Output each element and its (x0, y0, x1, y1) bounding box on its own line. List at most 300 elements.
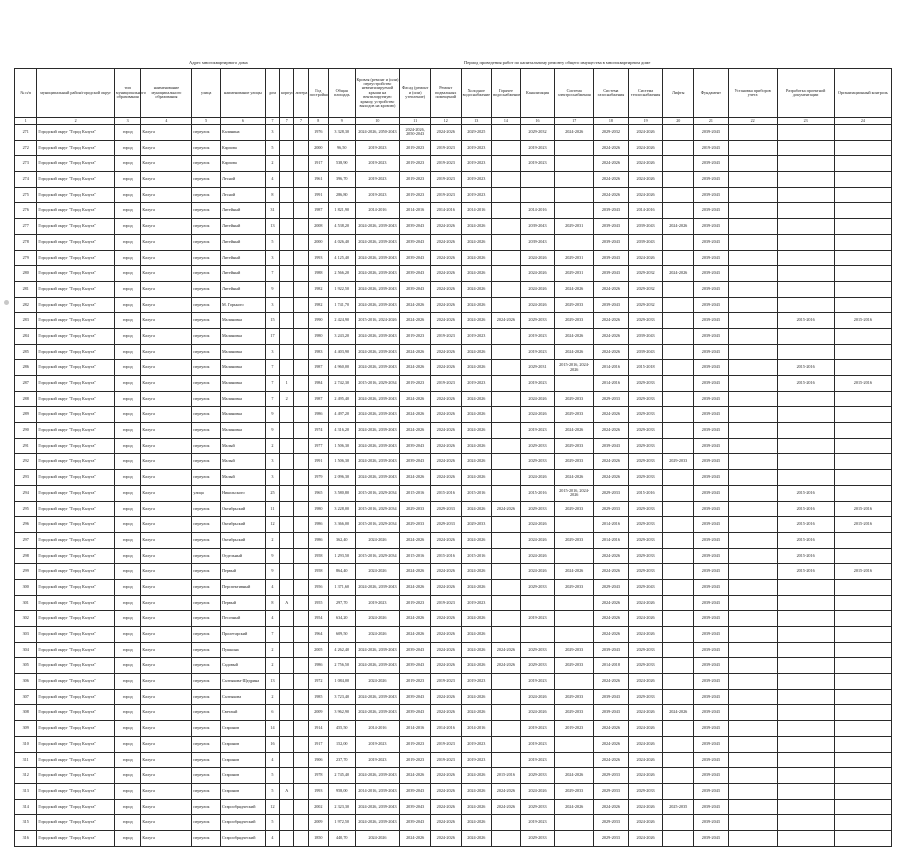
table-cell: Калуга (141, 376, 192, 392)
table-cell: 4 (265, 752, 279, 768)
table-cell: 290 (15, 423, 37, 439)
table-cell: 2024-2026 (400, 423, 431, 439)
table-cell (294, 156, 308, 172)
table-cell: 2024-2026 (400, 768, 431, 784)
table-cell: переулок (192, 721, 221, 737)
table-cell: 2024-2026, 2039-2043 (355, 799, 400, 815)
table-cell: Калуга (141, 219, 192, 235)
table-cell: 4 (265, 830, 279, 846)
table-cell: переулок (192, 187, 221, 203)
table-cell: Городской округ "Город Калуга" (37, 658, 115, 674)
table-cell: переулок (192, 783, 221, 799)
table-cell: город (114, 721, 141, 737)
table-cell (294, 438, 308, 454)
table-cell: город (114, 266, 141, 282)
table-cell: 4 960,00 (329, 360, 356, 376)
table-cell: 1986 (308, 517, 328, 533)
table-row (15, 815, 892, 831)
table-cell (492, 172, 521, 188)
table-cell: 2024-2026 (594, 564, 629, 580)
table-cell (834, 140, 891, 156)
table-cell (280, 250, 294, 266)
table-cell: город (114, 376, 141, 392)
table-cell: Городской округ "Город Калуга" (37, 799, 115, 815)
table-cell: 2024-2026 (430, 799, 461, 815)
table-cell (728, 203, 777, 219)
table-cell (280, 627, 294, 643)
table-cell: 2024-2026, 2039-2043 (355, 438, 400, 454)
table-cell: 2024-2026 (461, 438, 492, 454)
table-cell (728, 250, 777, 266)
table-cell: 271 (15, 125, 37, 141)
table-cell: 396,70 (329, 172, 356, 188)
table-cell: переулок (192, 705, 221, 721)
table-cell (834, 799, 891, 815)
table-cell: 2024-2026 (520, 297, 555, 313)
table-cell (492, 156, 521, 172)
table-cell (777, 250, 834, 266)
table-cell: переулок (192, 752, 221, 768)
table-cell: 2029-2033 (520, 642, 555, 658)
table-cell: 2029-2033 (555, 391, 594, 407)
table-cell: 2015-2016, 2029-2034 (355, 548, 400, 564)
table-cell (728, 391, 777, 407)
table-cell: 2029-2033 (520, 799, 555, 815)
table-cell (492, 203, 521, 219)
table-cell: Городской округ "Город Калуга" (37, 219, 115, 235)
table-cell (663, 140, 694, 156)
table-cell: 2029-2043 (594, 579, 629, 595)
table-cell (280, 736, 294, 752)
table-cell: 2029-2033 (594, 815, 629, 831)
table-cell: Калуга (141, 815, 192, 831)
table-cell: 3 962,90 (329, 705, 356, 721)
table-cell: переулок (192, 768, 221, 784)
table-cell (834, 328, 891, 344)
table-cell: 1956 (308, 579, 328, 595)
table-cell: 2024-2026 (430, 689, 461, 705)
table-cell: 295 (15, 501, 37, 517)
table-cell: 2024-2026 (594, 156, 629, 172)
column-number: 18 (594, 118, 629, 125)
table-cell: 2019-2023 (400, 328, 431, 344)
table-cell: Старинов (220, 768, 265, 784)
table-cell: 2024-2026 (628, 736, 663, 752)
column-header: Канализация (520, 69, 555, 118)
table-cell: 2024-2026 (628, 172, 663, 188)
table-cell (777, 815, 834, 831)
table-cell: 2005 (308, 642, 328, 658)
table-cell: 1964 (308, 627, 328, 643)
table-cell: 2039-2043 (400, 642, 431, 658)
table-cell: М. Горького (220, 297, 265, 313)
table-row (15, 564, 892, 580)
table-cell: 2024-2026 (594, 140, 629, 156)
table-cell: 1906 (308, 752, 328, 768)
table-cell (728, 815, 777, 831)
table-cell (294, 674, 308, 690)
table-cell: 2039-2043 (693, 313, 728, 329)
table-cell: 2039-2043 (693, 470, 728, 486)
table-cell: Городской округ "Город Калуга" (37, 423, 115, 439)
table-cell: 2019-2023 (520, 736, 555, 752)
table-cell: 2029-2043 (628, 579, 663, 595)
table-cell: Калуга (141, 517, 192, 533)
table-cell: 2024-2026, 2039-2043 (355, 328, 400, 344)
column-header: Разработка проектной документации (777, 69, 834, 118)
table-cell: 1 741,70 (329, 297, 356, 313)
table-cell (280, 454, 294, 470)
table-cell: 2024-2026 (400, 579, 431, 595)
table-cell: 2024-2026 (355, 532, 400, 548)
table-cell (280, 721, 294, 737)
table-cell (280, 297, 294, 313)
table-cell: 96,50 (329, 140, 356, 156)
table-cell (663, 172, 694, 188)
table-cell (492, 266, 521, 282)
table-cell (555, 140, 594, 156)
table-cell: 11 (265, 501, 279, 517)
table-row (15, 266, 892, 282)
table-cell: Калуга (141, 595, 192, 611)
table-cell: Городской округ "Город Калуга" (37, 328, 115, 344)
table-cell (728, 579, 777, 595)
table-cell: 309 (15, 721, 37, 737)
table-cell: Малиновка (220, 344, 265, 360)
table-cell (728, 564, 777, 580)
table-cell (834, 721, 891, 737)
table-cell: 2019-2023 (461, 140, 492, 156)
table-cell: Городской округ "Город Калуга" (37, 532, 115, 548)
column-number: 2 (37, 118, 115, 125)
table-cell (777, 783, 834, 799)
table-cell: Калуга (141, 689, 192, 705)
table-cell (663, 125, 694, 141)
table-cell: 2024-2026 (430, 281, 461, 297)
table-cell (492, 830, 521, 846)
table-cell: Городской округ "Город Калуга" (37, 438, 115, 454)
table-cell: 2024-2026 (461, 250, 492, 266)
table-row (15, 281, 892, 297)
table-cell (663, 642, 694, 658)
table-cell (294, 548, 308, 564)
table-cell (294, 815, 308, 831)
table-cell (663, 250, 694, 266)
table-cell (834, 642, 891, 658)
table-cell: 284 (15, 328, 37, 344)
table-cell: 5 (265, 783, 279, 799)
table-cell: Городской округ "Город Калуга" (37, 815, 115, 831)
table-cell: Садовый (220, 658, 265, 674)
table-cell (728, 768, 777, 784)
table-cell: 1982 (308, 297, 328, 313)
table-cell: 2019-2023 (520, 423, 555, 439)
table-row (15, 140, 892, 156)
table-cell (728, 689, 777, 705)
table-cell: Калуга (141, 438, 192, 454)
table-cell: 2024-2026 (594, 674, 629, 690)
table-body (15, 125, 892, 847)
table-cell: 2029-2032 (628, 266, 663, 282)
table-cell: Городской округ "Город Калуга" (37, 266, 115, 282)
table-cell: 16 (265, 736, 279, 752)
table-cell: 2024-2026 (663, 219, 694, 235)
table-cell: 2019-2023 (355, 187, 400, 203)
column-number: 23 (777, 118, 834, 125)
table-cell: 2029-2033 (555, 532, 594, 548)
table-cell: город (114, 736, 141, 752)
table-cell: 2029-2033 (628, 532, 663, 548)
table-cell: 273 (15, 156, 37, 172)
table-cell: 2039-2043 (693, 579, 728, 595)
table-cell: 294 (15, 485, 37, 501)
table-cell (834, 627, 891, 643)
table-cell: 2024-2026 (430, 344, 461, 360)
column-number: 14 (492, 118, 521, 125)
table-cell: 3 580,80 (329, 485, 356, 501)
table-cell (728, 234, 777, 250)
table-cell: город (114, 485, 141, 501)
table-cell (834, 674, 891, 690)
table-cell (294, 752, 308, 768)
table-cell (280, 830, 294, 846)
table-cell: 2024-2026 (430, 423, 461, 439)
table-cell (555, 815, 594, 831)
table-cell (294, 799, 308, 815)
table-cell: 2029-2033 (628, 564, 663, 580)
table-cell (492, 548, 521, 564)
table-cell (294, 250, 308, 266)
table-cell: город (114, 470, 141, 486)
table-cell (663, 532, 694, 548)
table-cell: 8 (265, 595, 279, 611)
table-cell: 2039-2043 (693, 219, 728, 235)
table-cell: город (114, 344, 141, 360)
table-cell: 2015-2016, 2024-2026 (555, 360, 594, 376)
table-cell: 2029-2033 (628, 470, 663, 486)
table-cell: 2014-2016 (430, 721, 461, 737)
column-header: Фундамент (693, 69, 728, 118)
table-cell (728, 485, 777, 501)
table-cell: 302 (15, 611, 37, 627)
table-row (15, 313, 892, 329)
table-cell: Калуга (141, 281, 192, 297)
table-cell: 2015-2018 (628, 360, 663, 376)
table-cell: 2024-2026 (628, 250, 663, 266)
table-cell: 1993 (308, 250, 328, 266)
table-cell: Калуга (141, 266, 192, 282)
table-cell: 2008 (308, 219, 328, 235)
table-cell: 2029-2033 (520, 579, 555, 595)
table-cell: 2024-2026 (492, 501, 521, 517)
table-cell: переулок (192, 328, 221, 344)
table-cell: Первый (220, 595, 265, 611)
table-cell: Малиновка (220, 360, 265, 376)
table-cell: 2015-2016 (777, 517, 834, 533)
table-cell: 2015-2016 (777, 313, 834, 329)
table-cell (492, 517, 521, 533)
table-cell: 3 (265, 297, 279, 313)
column-header: наименование улицы (220, 69, 265, 118)
table-cell (294, 391, 308, 407)
table-cell: Лесной (220, 187, 265, 203)
table-cell (492, 470, 521, 486)
table-cell: переулок (192, 595, 221, 611)
table-cell: 4 497,20 (329, 407, 356, 423)
table-cell: 2019-2023 (520, 376, 555, 392)
table-cell: 2024-2026, 2039-2043 (355, 815, 400, 831)
table-cell: город (114, 203, 141, 219)
table-cell (663, 768, 694, 784)
table-cell: город (114, 689, 141, 705)
table-cell: Старинов (220, 752, 265, 768)
table-cell (555, 611, 594, 627)
table-cell (492, 360, 521, 376)
table-cell: Городской округ "Город Калуга" (37, 752, 115, 768)
table-cell: 2024-2026 (492, 642, 521, 658)
punch-hole-mark (4, 300, 9, 305)
table-cell: 2039-2043 (400, 234, 431, 250)
table-cell: 2029-2033 (628, 391, 663, 407)
table-cell: Городской округ "Город Калуга" (37, 140, 115, 156)
table-cell: 291 (15, 438, 37, 454)
table-cell (492, 579, 521, 595)
table-cell: переулок (192, 407, 221, 423)
table-cell (777, 172, 834, 188)
table-cell: переулок (192, 815, 221, 831)
table-cell: 4 (265, 611, 279, 627)
table-cell: 2015-2016 (777, 360, 834, 376)
table-cell: Старинов (220, 783, 265, 799)
table-cell (834, 736, 891, 752)
table-cell: город (114, 658, 141, 674)
table-cell: 2024-2026 (594, 611, 629, 627)
table-cell: 2009 (308, 705, 328, 721)
table-cell: 2015-2016 (492, 768, 521, 784)
table-cell: Карпова (220, 156, 265, 172)
period-group-label: Период проведения работ по капитальному ремонту общего имущества в многоквартирном доме (464, 60, 651, 65)
table-cell: 288 (15, 391, 37, 407)
table-cell (834, 658, 891, 674)
table-cell: 2 (265, 689, 279, 705)
column-number: 12 (430, 118, 461, 125)
table-cell: 2002 (308, 799, 328, 815)
table-cell: 5 (265, 140, 279, 156)
table-cell: 2039-2043 (693, 172, 728, 188)
table-cell: 2024-2026 (628, 768, 663, 784)
table-cell: 2024-2026 (628, 156, 663, 172)
table-cell: 275 (15, 187, 37, 203)
table-cell (294, 642, 308, 658)
table-cell: 2000 (308, 140, 328, 156)
table-cell: 2015-2016 (430, 548, 461, 564)
table-cell: 2019-2023 (461, 376, 492, 392)
table-cell (777, 705, 834, 721)
table-cell: 2024-2026 (430, 391, 461, 407)
table-cell: Городской округ "Город Калуга" (37, 297, 115, 313)
table-cell: 2024-2026 (355, 674, 400, 690)
table-cell: 280 (15, 266, 37, 282)
table-cell: 7 (265, 360, 279, 376)
table-cell: переулок (192, 548, 221, 564)
table-cell: 2019-2023 (461, 172, 492, 188)
table-cell (294, 485, 308, 501)
table-cell: 2039-2043 (400, 799, 431, 815)
table-cell: 1985 (308, 689, 328, 705)
table-cell: 2029-2033 (628, 407, 663, 423)
table-cell: 3 723,40 (329, 689, 356, 705)
table-cell: 9 (265, 423, 279, 439)
table-cell: 2024-2026 (628, 752, 663, 768)
column-number: 21 (693, 118, 728, 125)
table-cell: 1983 (308, 344, 328, 360)
table-cell: 2024-2026, 2039-2043 (355, 658, 400, 674)
table-cell: 2024-2026 (594, 423, 629, 439)
table-cell: 1984 (308, 376, 328, 392)
table-cell: 2039-2043 (693, 234, 728, 250)
table-cell: 2024-2026 (430, 219, 461, 235)
table-cell: 152,00 (329, 736, 356, 752)
table-cell: город (114, 328, 141, 344)
table-cell: город (114, 281, 141, 297)
table-cell: 2015-2016 (628, 485, 663, 501)
table-row (15, 297, 892, 313)
table-cell: 2024-2026 (461, 658, 492, 674)
table-cell: переулок (192, 658, 221, 674)
table-cell (834, 172, 891, 188)
table-cell: 1 (280, 376, 294, 392)
table-cell (834, 532, 891, 548)
table-cell: Калуга (141, 830, 192, 846)
table-cell: Малиновка (220, 313, 265, 329)
table-cell: 2024-2026 (628, 815, 663, 831)
table-cell: 2024-2026 (430, 266, 461, 282)
table-cell: Городской округ "Город Калуга" (37, 281, 115, 297)
table-cell: 2025-2035 (663, 799, 694, 815)
table-cell: 7 (265, 627, 279, 643)
table-cell: 2024-2026, 2039-2043 (355, 642, 400, 658)
column-number: 6 (220, 118, 265, 125)
table-cell (728, 674, 777, 690)
table-cell (294, 517, 308, 533)
table-cell (492, 297, 521, 313)
table-cell: Калуга (141, 344, 192, 360)
table-cell: 2024-2026 (430, 125, 461, 141)
table-cell: 2024-2026 (594, 548, 629, 564)
table-cell (663, 313, 694, 329)
table-cell: 1 972,50 (329, 815, 356, 831)
table-cell: 2039-2043 (693, 768, 728, 784)
table-cell: 2019-2023 (430, 172, 461, 188)
table-cell: 2019-2023 (461, 187, 492, 203)
table-cell (492, 407, 521, 423)
table-cell: 2039-2043 (594, 266, 629, 282)
table-cell: 2024-2026 (461, 627, 492, 643)
table-cell (663, 328, 694, 344)
table-cell (294, 203, 308, 219)
table-cell: Пролетарский (220, 627, 265, 643)
table-cell: переулок (192, 125, 221, 141)
table-cell (834, 156, 891, 172)
table-cell: 2019-2023 (520, 721, 555, 737)
table-cell: город (114, 423, 141, 439)
table-cell: 2039-2043 (594, 438, 629, 454)
table-cell (834, 485, 891, 501)
table-cell: 2024-2026 (430, 627, 461, 643)
column-number: 7 (294, 118, 308, 125)
table-cell: 2019-2023 (430, 328, 461, 344)
table-cell: город (114, 501, 141, 517)
